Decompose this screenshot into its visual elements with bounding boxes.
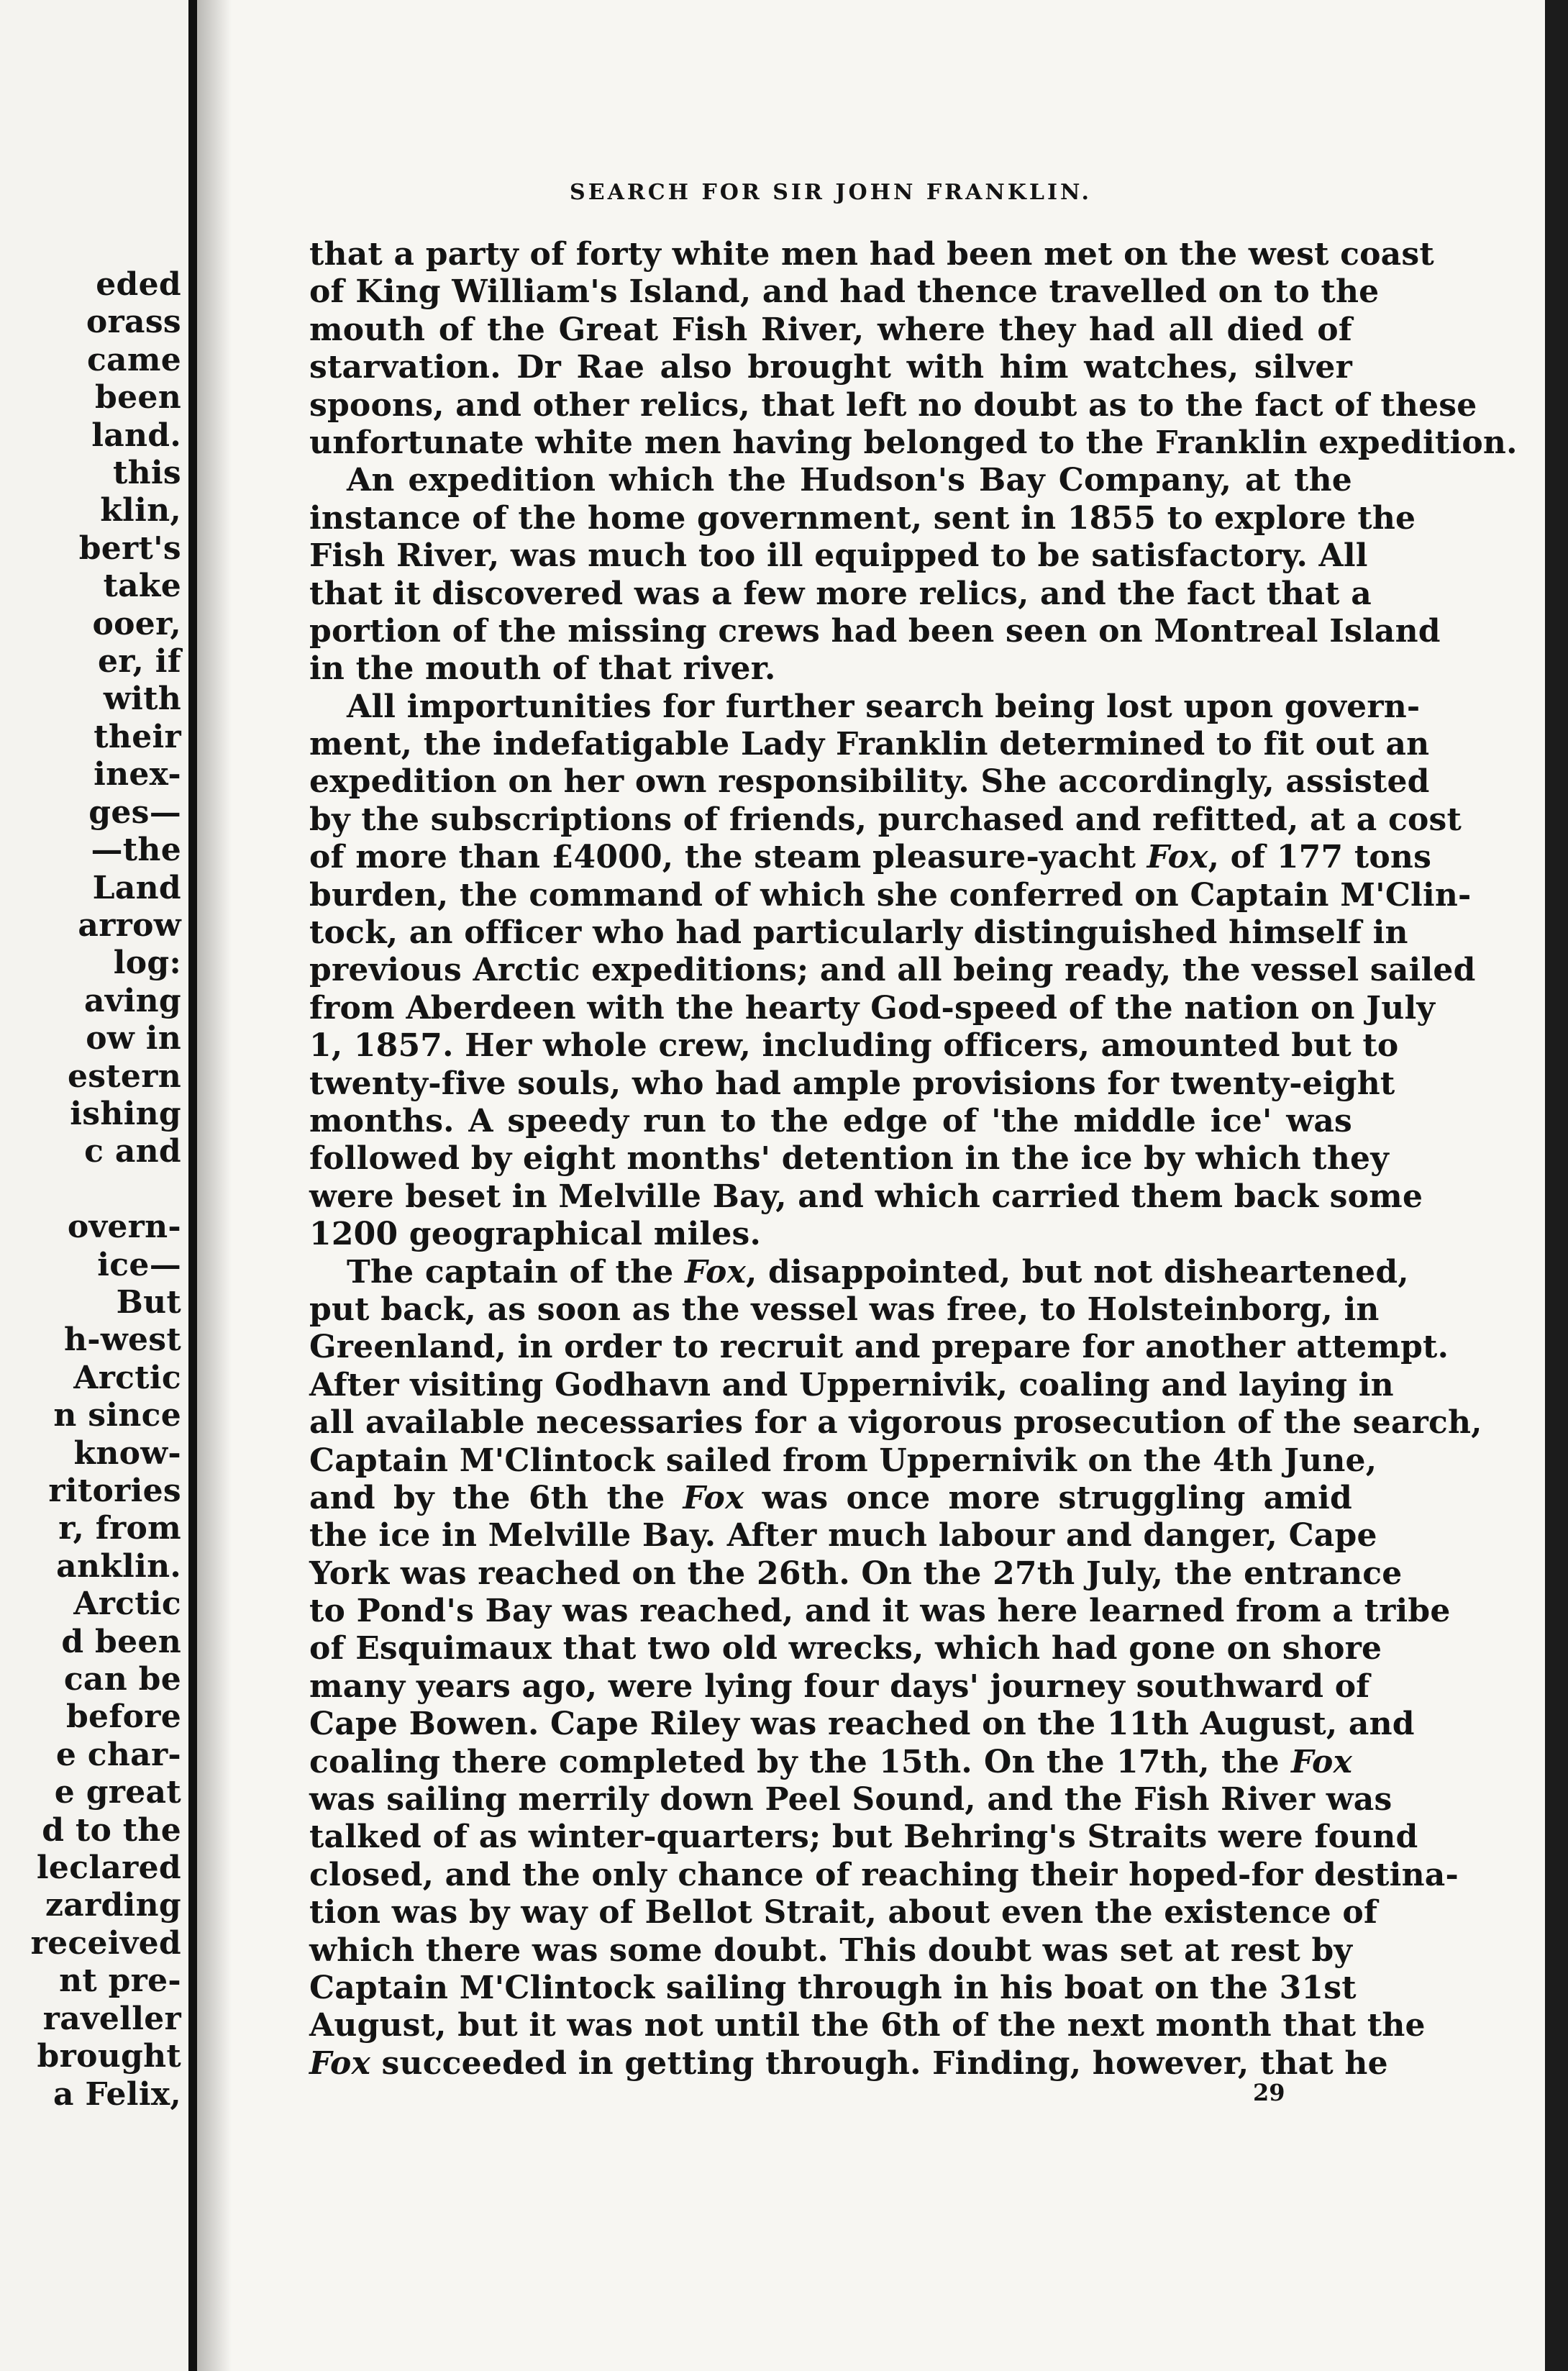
previous-page-text bbox=[31, 266, 181, 2113]
previous-page-fragment: know- bbox=[73, 1434, 181, 1472]
previous-page-fragment: before bbox=[65, 1698, 181, 1736]
previous-page-fragment: nt pre- bbox=[59, 1962, 181, 2000]
previous-page-fragment: land. bbox=[91, 417, 181, 454]
text-line: tion was by way of Bellot Strait, about even the existence of bbox=[309, 1894, 1378, 1931]
previous-page-fragment: inex- bbox=[94, 756, 181, 793]
previous-page-fragment: arrow bbox=[78, 906, 181, 944]
previous-page-fragment: zarding bbox=[45, 1887, 181, 1924]
text-line: mouth of the Great Fish River, where they had all died of bbox=[309, 311, 1352, 348]
previous-page-fragment: take bbox=[103, 568, 181, 605]
text-line: portion of the missing crews had been seen on Montreal Island bbox=[309, 612, 1441, 650]
previous-page-fragment: er, if bbox=[97, 643, 181, 681]
previous-page-fragment: d been bbox=[61, 1623, 181, 1660]
previous-page-fragment: ow in bbox=[86, 1020, 181, 1057]
text-line: were beset in Melville Bay, and which carried them back some bbox=[309, 1178, 1423, 1215]
previous-page-fragment: leclared bbox=[36, 1849, 181, 1887]
text-line: All importunities for further search being lost upon govern- bbox=[347, 688, 1421, 725]
previous-page-fragment: been bbox=[95, 379, 181, 417]
text-line: talked of as winter-quarters; but Behring's Straits were found bbox=[309, 1819, 1418, 1856]
running-header: SEARCH FOR SIR JOHN FRANKLIN. bbox=[570, 180, 1092, 205]
gutter-shadow bbox=[197, 0, 232, 2371]
previous-page-fragment: this bbox=[112, 455, 181, 492]
previous-page-fragment: d to the bbox=[42, 1811, 181, 1849]
previous-page-fragment: n since bbox=[53, 1397, 181, 1434]
previous-page-fragment: aving bbox=[83, 982, 181, 1019]
text-line: Fox succeeded in getting through. Finding, however, that he bbox=[309, 2044, 1388, 2082]
previous-page-fragment: ges— bbox=[88, 793, 181, 831]
previous-page-fragment: ritories bbox=[48, 1473, 181, 1509]
previous-page-fragment: came bbox=[86, 341, 181, 378]
previous-page-fragment: Land bbox=[92, 869, 181, 906]
text-line: and by the 6th the Fox was once more struggling amid bbox=[309, 1479, 1352, 1516]
previous-page-fragment: ishing bbox=[70, 1095, 181, 1132]
text-line: August, but it was not until the 6th of the next month that the bbox=[309, 2007, 1426, 2044]
text-line: instance of the home government, sent in 1855 to explore the bbox=[309, 499, 1416, 537]
previous-page-fragment: Arctic bbox=[73, 1585, 181, 1623]
text-line: An expedition which the Hudson's Bay Company, at the bbox=[347, 462, 1352, 499]
previous-page-fragment: c and bbox=[84, 1133, 181, 1170]
previous-page-fragment: h-west bbox=[63, 1321, 181, 1359]
previous-page-fragment: bert's bbox=[78, 529, 181, 567]
text-line: Cape Bowen. Cape Riley was reached on the 11th August, and bbox=[309, 1706, 1415, 1743]
previous-page-fragment: raveller bbox=[42, 2000, 181, 2037]
previous-page-fragment: klin, bbox=[100, 492, 181, 529]
book-gutter bbox=[188, 0, 197, 2371]
text-line: expedition on her own responsibility. She accordingly, assisted bbox=[309, 763, 1430, 801]
text-line: coaling there completed by the 15th. On the 17th, the Fox bbox=[309, 1743, 1352, 1780]
previous-page-fragment: But bbox=[116, 1283, 181, 1321]
text-line: in the mouth of that river. bbox=[309, 650, 776, 688]
previous-page-fragment: overn- bbox=[67, 1209, 181, 1246]
previous-page-fragment: —the bbox=[91, 832, 181, 869]
text-line: The captain of the Fox, disappointed, but not disheartened, bbox=[347, 1253, 1409, 1291]
previous-page-fragment: their bbox=[94, 718, 181, 755]
previous-page-fragment: log: bbox=[113, 945, 181, 982]
text-line: all available necessaries for a vigorous prosecution of the search, bbox=[309, 1404, 1482, 1442]
text-line: closed, and the only chance of reaching their hoped-for destina- bbox=[309, 1856, 1459, 1893]
previous-page-fragment: with bbox=[103, 681, 181, 718]
previous-page-fragment: ice— bbox=[97, 1246, 181, 1283]
text-line: months. A speedy run to the edge of 'the middle ice' was bbox=[309, 1102, 1352, 1139]
text-line: 1, 1857. Her whole crew, including officers, amounted but to bbox=[309, 1027, 1399, 1065]
text-line: burden, the command of which she conferred on Captain M'Clin- bbox=[309, 876, 1472, 914]
previous-page-fragment: Arctic bbox=[73, 1359, 181, 1396]
previous-page-fragment: eded bbox=[96, 266, 181, 303]
text-line: Captain M'Clintock sailed from Uppernivik on the 4th June, bbox=[309, 1442, 1377, 1479]
text-line: 1200 geographical miles. bbox=[309, 1216, 762, 1253]
previous-page-fragment: e char- bbox=[55, 1736, 181, 1773]
previous-page-fragment: ooer, bbox=[92, 605, 181, 642]
text-line: was sailing merrily down Peel Sound, and the Fish River was bbox=[309, 1781, 1392, 1819]
text-line: that a party of forty white men had been met on the west coast bbox=[309, 236, 1434, 273]
text-line: by the subscriptions of friends, purchased and refitted, at a cost bbox=[309, 801, 1462, 838]
previous-page-fragment: e great bbox=[54, 1774, 181, 1811]
text-line: twenty-five souls, who had ample provisions for twenty-eight bbox=[309, 1065, 1395, 1102]
page-number: 29 bbox=[1253, 2079, 1285, 2106]
text-line: that it discovered was a few more relics, and the fact that a bbox=[309, 575, 1372, 612]
text-line: After visiting Godhavn and Uppernivik, coaling and laying in bbox=[309, 1366, 1394, 1403]
text-line: starvation. Dr Rae also brought with him watches, silver bbox=[309, 349, 1352, 386]
text-line: of more than £4000, the steam pleasure-yacht Fox, of 177 tons bbox=[309, 839, 1432, 876]
text-line: ment, the indefatigable Lady Franklin determined to fit out an bbox=[309, 726, 1430, 763]
text-line: unfortunate white men having belonged to the Franklin expedition. bbox=[309, 424, 1518, 461]
text-line: of King William's Island, and had thence travelled on to the bbox=[309, 273, 1380, 311]
previous-page-fragment: received bbox=[30, 1924, 181, 1962]
previous-page-fragment: anklin. bbox=[56, 1547, 181, 1585]
previous-page-fragment: can be bbox=[63, 1661, 181, 1698]
text-line: which there was some doubt. This doubt was set at rest by bbox=[309, 1931, 1353, 1969]
previous-page-fragment: brought bbox=[37, 2038, 181, 2075]
text-line: of Esquimaux that two old wrecks, which had gone on shore bbox=[309, 1630, 1382, 1667]
text-line: to Pond's Bay was reached, and it was here learned from a tribe bbox=[309, 1593, 1451, 1630]
previous-page-fragment bbox=[31, 1171, 181, 1209]
body-text bbox=[309, 236, 1518, 2083]
text-line: Fish River, was much too ill equipped to be satisfactory. All bbox=[309, 537, 1368, 575]
text-line: put back, as soon as the vessel was free, to Holsteinborg, in bbox=[309, 1291, 1380, 1328]
previous-page-fragment: r, from bbox=[58, 1510, 181, 1547]
previous-page-fragment: orass bbox=[86, 304, 181, 341]
text-line: the ice in Melville Bay. After much labour and danger, Cape bbox=[309, 1517, 1377, 1555]
text-line: previous Arctic expeditions; and all being ready, the vessel sailed bbox=[309, 952, 1476, 989]
previous-page-fragment: estern bbox=[67, 1057, 181, 1095]
text-line: Greenland, in order to recruit and prepare for another attempt. bbox=[309, 1329, 1449, 1366]
text-line: many years ago, were lying four days' journey southward of bbox=[309, 1667, 1370, 1705]
text-line: spoons, and other relics, that left no doubt as to the fact of these bbox=[309, 386, 1477, 424]
text-line: followed by eight months' detention in the ice by which they bbox=[309, 1140, 1389, 1178]
scan-border bbox=[1545, 0, 1568, 2371]
previous-page-edge bbox=[0, 0, 188, 2371]
text-line: tock, an officer who had particularly distinguished himself in bbox=[309, 914, 1408, 952]
previous-page-fragment: a Felix, bbox=[53, 2075, 181, 2113]
text-line: Captain M'Clintock sailing through in his boat on the 31st bbox=[309, 1969, 1357, 2006]
text-line: from Aberdeen with the hearty God-speed of the nation on July bbox=[309, 989, 1436, 1027]
text-line: York was reached on the 26th. On the 27th July, the entrance bbox=[309, 1555, 1403, 1592]
